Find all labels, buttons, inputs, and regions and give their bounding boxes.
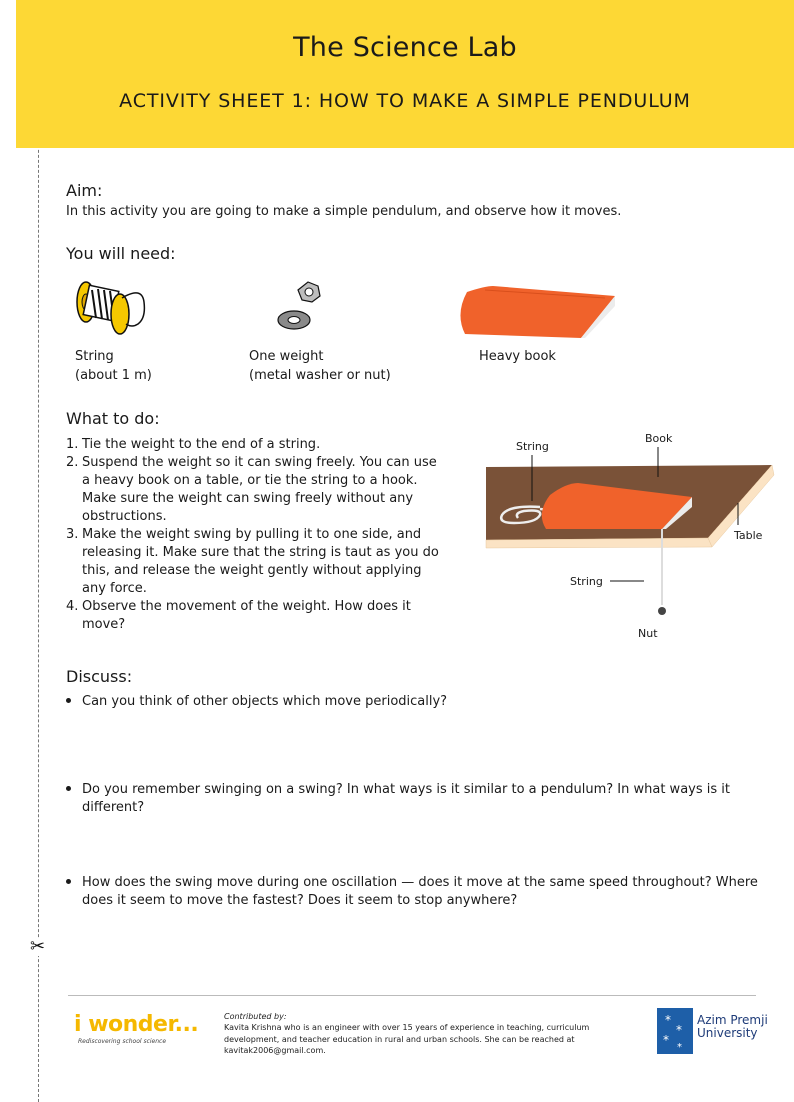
i-wonder-tagline: Rediscovering school science <box>78 1038 167 1045</box>
svg-text:*: * <box>677 1042 682 1053</box>
need-item-weight-name: One weight <box>249 349 324 364</box>
discuss-question <box>66 693 766 711</box>
bullet-icon <box>66 879 71 884</box>
step-item <box>66 598 446 634</box>
need-heading: You will need: <box>66 244 176 263</box>
university-name <box>697 1014 768 1040</box>
discuss-heading: Discuss: <box>66 667 133 686</box>
step-number: 2. <box>66 455 79 470</box>
step-text: Tie the weight to the end of a string. <box>82 437 321 452</box>
need-item-string-name: String <box>75 349 114 364</box>
step-number: 3. <box>66 527 79 542</box>
bullet-icon <box>66 698 71 703</box>
footer-divider <box>68 995 756 996</box>
step-text: Make the weight swing by pulling it to one side, and releasing it. Make sure that the string is taut as you do this, and release the weight gently without applying any force. <box>82 527 439 596</box>
i-wonder-logo: i wonder... <box>74 1012 199 1037</box>
need-item-book-name: Heavy book <box>479 349 556 364</box>
bullet-icon <box>66 786 71 791</box>
nut-washer-icon <box>276 280 332 334</box>
svg-text:*: * <box>676 1023 682 1037</box>
label-table: Table <box>734 529 763 542</box>
scissors-icon: ✂ <box>30 936 46 957</box>
need-item-weight-detail: (metal washer or nut) <box>249 368 391 383</box>
label-nut: Nut <box>638 627 658 640</box>
header-banner <box>16 0 794 148</box>
aim-heading: Aim: <box>66 181 103 200</box>
discuss-question <box>66 781 782 817</box>
step-text: Suspend the weight so it can swing freely. You can use a heavy book on a table, or tie the string to a hook. Make sure the weight can swing freely without any obstructions. <box>82 455 437 524</box>
todo-heading: What to do: <box>66 409 160 428</box>
aim-text: In this activity you are going to make a simple pendulum, and observe how it moves. <box>66 204 622 219</box>
label-string-top: String <box>516 440 549 453</box>
book-icon <box>455 284 617 340</box>
question-text: Can you think of other objects which move periodically? <box>82 694 448 709</box>
label-book: Book <box>645 432 673 445</box>
step-text: Observe the movement of the weight. How does it move? <box>82 599 411 632</box>
step-item <box>66 454 446 526</box>
step-number: 1. <box>66 437 79 452</box>
step-number: 4. <box>66 599 79 614</box>
label-string-side: String <box>570 575 603 588</box>
need-item-string-detail: (about 1 m) <box>75 368 152 383</box>
step-item <box>66 526 446 598</box>
contrib-text: Kavita Krishna who is an engineer with over 15 years of experience in teaching, curriculum development, and teacher education in rural and urban schools. She can be reached at kavitak2006@gmail.com. <box>224 1023 590 1055</box>
thread-spool-icon <box>72 278 154 338</box>
university-line-2: University <box>697 1026 758 1040</box>
contrib-heading: Contributed by: <box>224 1012 287 1021</box>
discuss-question <box>66 874 782 910</box>
azim-premji-logo-icon <box>657 1008 693 1054</box>
question-text: How does the swing move during one oscillation — does it move at the same speed throughout? Where does it seem to move the fastest? Does it seem to stop anywhere? <box>82 875 758 908</box>
svg-text:*: * <box>663 1033 669 1047</box>
step-item <box>66 436 446 454</box>
steps-list <box>66 436 446 634</box>
page-title: The Science Lab <box>293 32 517 63</box>
question-text: Do you remember swinging on a swing? In what ways is it similar to a pendulum? In what ways is it different? <box>82 782 730 815</box>
activity-subtitle: ACTIVITY SHEET 1: HOW TO MAKE A SIMPLE PENDULUM <box>119 90 691 112</box>
svg-text:*: * <box>665 1013 671 1027</box>
university-line-1: Azim Premji <box>697 1013 768 1027</box>
